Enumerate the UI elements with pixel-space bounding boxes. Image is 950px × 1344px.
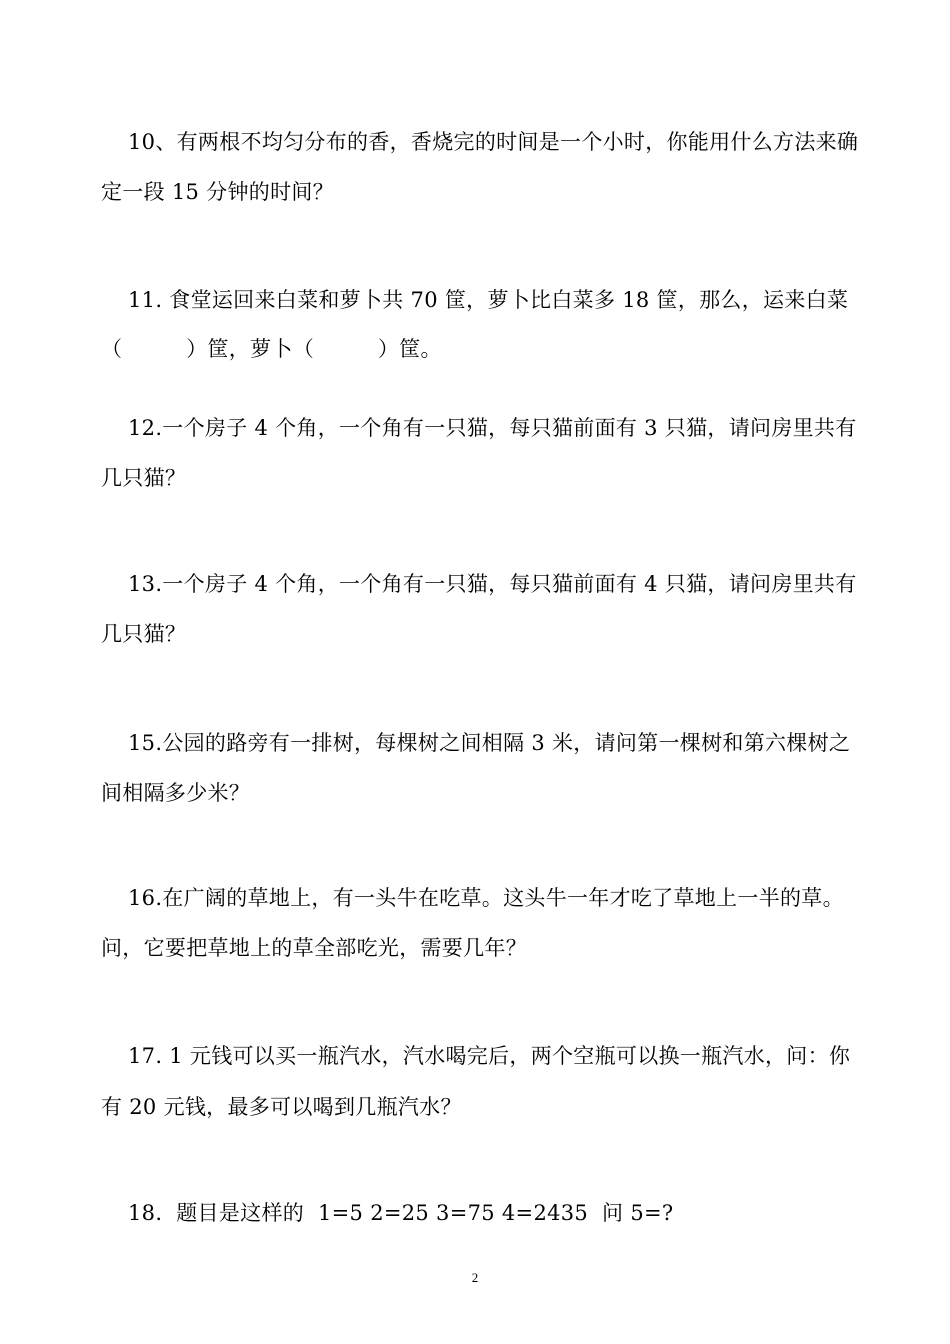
question-10-line-2: 定一段 15 分钟的时间？ [101,180,334,204]
question-15-line-2: 间相隔多少米？ [101,781,251,805]
question-18-line-1: 18. 题目是这样的 1=5 2=25 3=75 4=2435 问 5=? [128,1201,674,1225]
question-17-line-1: 17. 1 元钱可以买一瓶汽水，汽水喝完后，两个空瓶可以换一瓶汽水，问：你 [128,1044,851,1068]
question-11-line-2: （ ）筐，萝卜（ ）筐。 [101,337,442,361]
question-13-line-2: 几只猫？ [101,622,187,646]
question-16-line-1: 16.在广阔的草地上，有一头牛在吃草。这头牛一年才吃了草地上一半的草。 [128,886,844,910]
question-17-line-2: 有 20 元钱，最多可以喝到几瓶汽水？ [101,1095,462,1119]
question-13-line-1: 13.一个房子 4 个角，一个角有一只猫，每只猫前面有 4 只猫，请问房里共有 [128,572,857,596]
question-12-line-2: 几只猫？ [101,466,187,490]
question-10-line-1: 10、有两根不均匀分布的香，香烧完的时间是一个小时，你能用什么方法来确 [128,130,859,154]
question-11-line-1: 11. 食堂运回来白菜和萝卜共 70 筐，萝卜比白菜多 18 筐，那么，运来白菜 [128,288,849,312]
question-15-line-1: 15.公园的路旁有一排树，每棵树之间相隔 3 米，请问第一棵树和第六棵树之 [128,731,851,755]
question-16-line-2: 问，它要把草地上的草全部吃光，需要几年？ [101,936,527,960]
question-12-line-1: 12.一个房子 4 个角，一个角有一只猫，每只猫前面有 3 只猫，请问房里共有 [128,416,857,440]
page-number: 2 [471,1270,479,1285]
